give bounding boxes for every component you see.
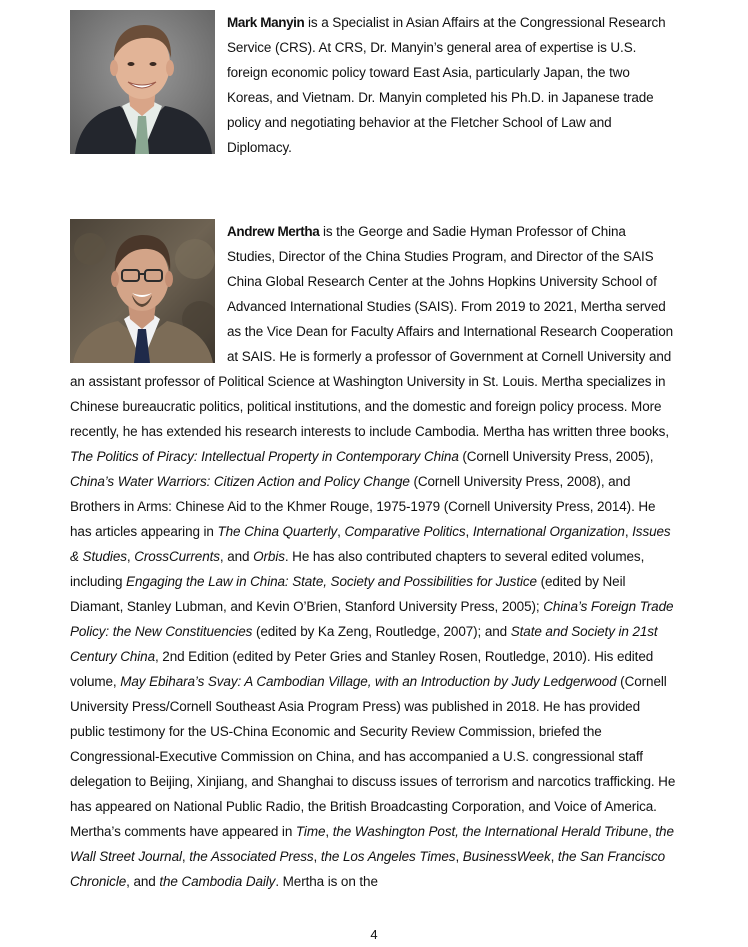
- publication-name: BusinessWeek: [462, 849, 551, 864]
- separator: ,: [337, 524, 345, 539]
- publication-name: the Los Angeles Times: [320, 849, 456, 864]
- separator: , and: [126, 874, 160, 889]
- publication-name: the Wall Street Journal: [70, 824, 674, 864]
- bio-text: is a Specialist in Asian Affairs at the Congressional Research Service (CRS). At CRS, Dr. Manyin’s general area of expertise is U.S. foreign economic policy toward East Asia, particularly Japan, the two Koreas, and Vietnam. Dr. Manyin completed his Ph.D. in Japanese trade policy and negotiating behavior at the Fletcher School of Law and Diplomacy.: [227, 15, 666, 155]
- bio-text-8: (Cornell University Press/Cornell Southeast Asia Program Press) was published in 2018. He has provided public testimony for the US-China Economic and Security Review Commission, briefed the Congressional-Executive Commission on China, and has accompanied a U.S. congressional staff delegation to Beijing, Xinjiang, and Shanghai to discuss issues of terrorism and narcotics trafficking. He has appeared on National Public Radio, the British Broadcasting Corporation, and Voice of America. Mertha’s comments have appeared in: [70, 674, 676, 839]
- publication-name: the Washington Post, the International Herald Tribune: [332, 824, 649, 839]
- book-title: The Politics of Piracy: Intellectual Property in Contemporary China: [70, 449, 459, 464]
- volume-title: Engaging the Law in China: State, Society and Possibilities for Justice: [126, 574, 537, 589]
- publication-name: the Cambodia Daily: [159, 874, 276, 889]
- bio-text-5: (edited by Neil Diamant, Stanley Lubman, and Kevin O’Brien, Stanford University Press, 2005);: [70, 574, 626, 614]
- bio-name: Mark Manyin: [227, 15, 305, 30]
- volume-title: May Ebihara’s Svay: A Cambodian Village, with an Introduction by Judy Ledgerwood: [120, 674, 617, 689]
- separator: ,: [465, 524, 473, 539]
- portrait-photo-andrew-mertha: [70, 219, 215, 363]
- separator: ,: [624, 524, 633, 539]
- separator: ,: [325, 824, 333, 839]
- bio-name: Andrew Mertha: [227, 224, 320, 239]
- bio-text-6: (edited by Ka Zeng, Routledge, 2007); and: [252, 624, 511, 639]
- bio-mark-manyin: [70, 10, 676, 160]
- publication-name: Time: [295, 824, 326, 839]
- publication-name: the San Francisco Chronicle: [70, 849, 666, 889]
- separator: ,: [455, 849, 463, 864]
- journal-title: The China Quarterly: [217, 524, 338, 539]
- book-title: China’s Water Warriors: Citizen Action and Policy Change: [70, 474, 410, 489]
- volume-title: State and Society in 21st Century China: [70, 624, 658, 664]
- publication-name: the Associated Press: [189, 849, 314, 864]
- journal-title: Orbis: [253, 549, 285, 564]
- bio-text-3: (Cornell University Press, 2008), and Brothers in Arms: Chinese Aid to the Khmer Rouge, 1975-1979 (Cornell University Press, 2014). He has articles appearing in: [70, 474, 656, 539]
- bio-text-7: , 2nd Edition (edited by Peter Gries and Stanley Rosen, Routledge, 2010). His edited volume,: [70, 649, 654, 689]
- bio-text-end: . Mertha is on the: [275, 874, 378, 889]
- portrait-photo-mark-manyin: [70, 10, 215, 154]
- volume-title: China’s Foreign Trade Policy: the New Constituencies: [70, 599, 674, 639]
- bio-text-1: is the George and Sadie Hyman Professor of China Studies, Director of the China Studies Program, and Director of the SAIS China Global Research Center at the Johns Hopkins University School of Advanced International Studies (SAIS). From 2019 to 2021, Mertha served as the Vice Dean for Faculty Affairs and International Research Cooperation at SAIS. He is formerly a professor of Government at Cornell University and an assistant professor of Political Science at Washington University in St. Louis. Mertha specializes in Chinese bureaucratic politics, political institutions, and the domestic and foreign policy process. More recently, he has extended his research interests to include Cambodia. Mertha has written three books,: [70, 224, 674, 439]
- separator: ,: [313, 849, 321, 864]
- bio-andrew-mertha: [70, 219, 676, 894]
- separator: ,: [550, 849, 558, 864]
- page-number: 4: [370, 927, 378, 942]
- separator: , and: [219, 549, 254, 564]
- journal-title: Comparative Politics: [344, 524, 466, 539]
- journal-title: International Organization: [472, 524, 625, 539]
- bio-text-2: (Cornell University Press, 2005),: [458, 449, 654, 464]
- separator: ,: [181, 849, 190, 864]
- journal-title: CrossCurrents: [134, 549, 220, 564]
- journal-title: Issues & Studies: [70, 524, 671, 564]
- separator: ,: [126, 549, 135, 564]
- bio-text-4: . He has also contributed chapters to several edited volumes, including: [70, 549, 645, 589]
- separator: ,: [648, 824, 656, 839]
